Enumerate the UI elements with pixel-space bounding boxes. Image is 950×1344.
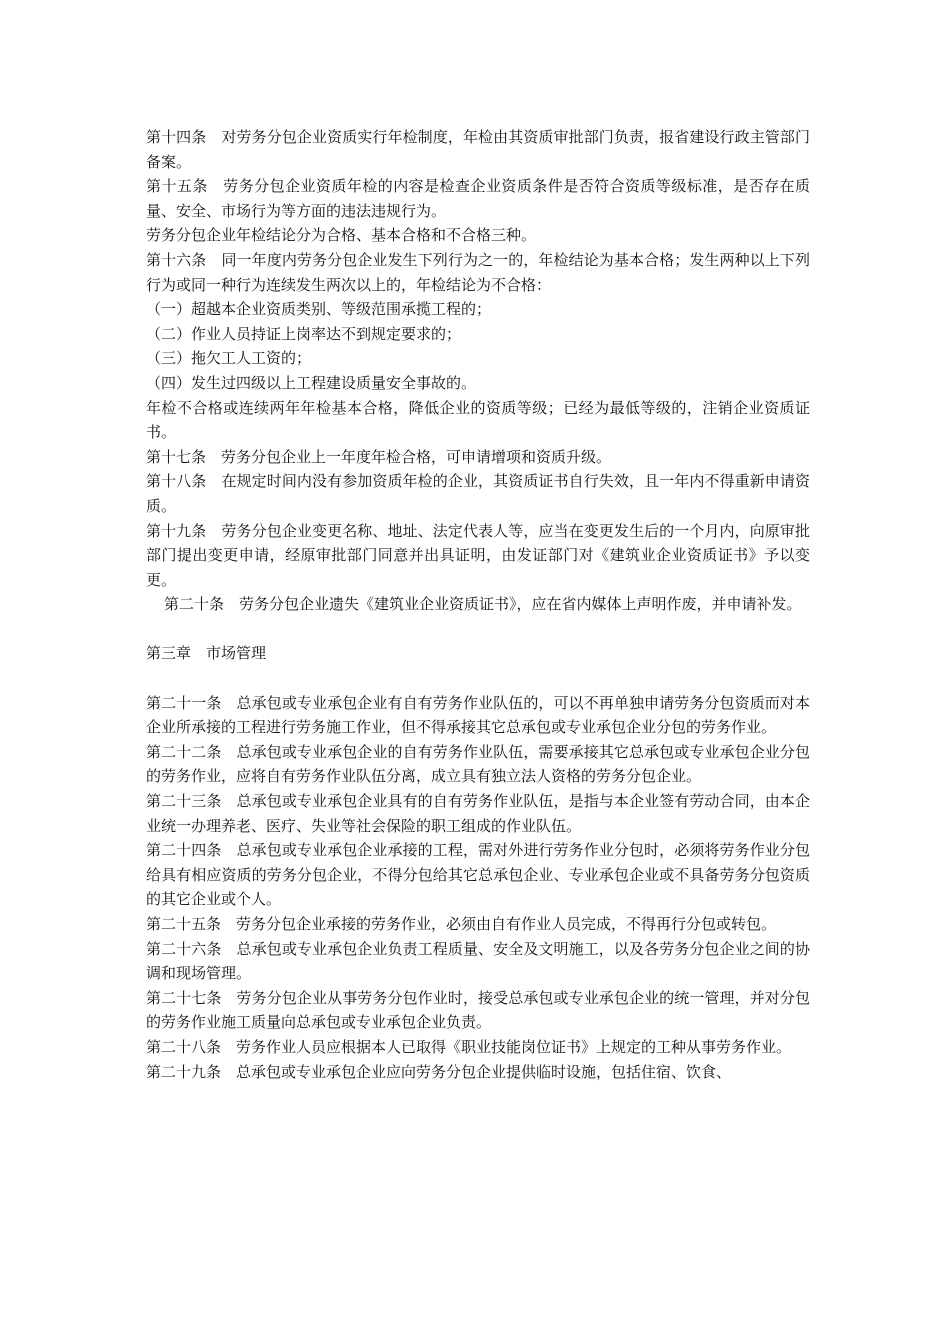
article-20: 第二十条 劳务分包企业遗失《建筑业企业资质证书》，应在省内媒体上声明作废，并申请补发。 (164, 595, 802, 614)
article-27: 第二十七条 劳务分包企业从事劳务分包作业时，接受总承包或专业承包企业的统一管理，并对分包的劳务作业施工质量向总承包或专业承包企业负责。 (146, 988, 810, 1032)
article-15: 第十五条 劳务分包企业资质年检的内容是检查企业资质条件是否符合资质等级标准，是否存在质量、安全、市场行为等方面的违法违规行为。 (146, 177, 810, 220)
article-28: 第二十八条 劳务作业人员应根据本人已取得《职业技能岗位证书》上规定的工种从事劳务作业。 (146, 1037, 792, 1056)
article-26: 第二十六条 总承包或专业承包企业负责工程质量、安全及文明施工，以及各劳务分包企业之间的协调和现场管理。 (146, 939, 810, 983)
list-item: （三）拖欠工人工资的； (146, 349, 312, 368)
article-16: 第十六条 同一年度内劳务分包企业发生下列行为之一的，年检结论为基本合格；发生两种以上下列行为或同一种行为连续发生两次以上的，年检结论为不合格： (146, 250, 810, 294)
article-18: 第十八条 在规定时间内没有参加资质年检的企业，其资质证书自行失效，且一年内不得重新申请资质。 (146, 472, 810, 515)
list-item: （四）发生过四级以上工程建设质量安全事故的。 (146, 373, 477, 392)
article-19: 第十九条 劳务分包企业变更名称、地址、法定代表人等，应当在变更发生后的一个月内，向原审批部门提出变更申请，经原审批部门同意并出具证明，由发证部门对《建筑业企业资质证书》予以变更。 (146, 521, 810, 589)
downgrade-paragraph: 年检不合格或连续两年年检基本合格，降低企业的资质等级；已经为最低等级的，注销企业资质证书。 (146, 398, 810, 442)
blank-line (146, 666, 810, 691)
article-22: 第二十二条 总承包或专业承包企业的自有劳务作业队伍，需要承接其它总承包或专业承包企业分包的劳务作业，应将自有劳务作业队伍分离，成立具有独立法人资格的劳务分包企业。 (146, 742, 810, 786)
chapter-title: 第三章 市场管理 (146, 644, 267, 663)
blank-line (146, 617, 810, 642)
article-25: 第二十五条 劳务分包企业承接的劳务作业，必须由自有作业人员完成，不得再行分包或转包。 (146, 915, 777, 933)
article-23: 第二十三条 总承包或专业承包企业具有的自有劳务作业队伍，是指与本企业签有劳动合同，由本企业统一办理养老、医疗、失业等社会保险的职工组成的作业队伍。 (146, 792, 810, 835)
annual-review-result-paragraph: 劳务分包企业年检结论分为合格、基本合格和不合格三种。 (146, 226, 537, 245)
list-item: （二）作业人员持证上岗率达不到规定要求的； (146, 324, 462, 343)
list-item: （一）超越本企业资质类别、等级范围承揽工程的； (146, 300, 492, 319)
article-14: 第十四条 对劳务分包企业资质实行年检制度，年检由其资质审批部门负责，报省建设行政主管部门备案。 (146, 128, 810, 171)
article-24: 第二十四条 总承包或专业承包企业承接的工程，需对外进行劳务作业分包时，必须将劳务作业分包给具有相应资质的劳务分包企业，不得分包给其它总承包企业、专业承包企业或不具备劳务分包资质的其它企业或个人。 (146, 841, 810, 909)
article-17: 第十七条 劳务分包企业上一年度年检合格，可申请增项和资质升级。 (146, 447, 612, 466)
article-21: 第二十一条 总承包或专业承包企业有自有劳务作业队伍的，可以不再单独申请劳务分包资质而对本企业所承接的工程进行劳务施工作业，但不得承接其它总承包或专业承包企业分包的劳务作业。 (146, 693, 810, 737)
article-29: 第二十九条 总承包或专业承包企业应向劳务分包企业提供临时设施，包括住宿、饮食、 (146, 1062, 732, 1081)
document-page (146, 125, 810, 1084)
